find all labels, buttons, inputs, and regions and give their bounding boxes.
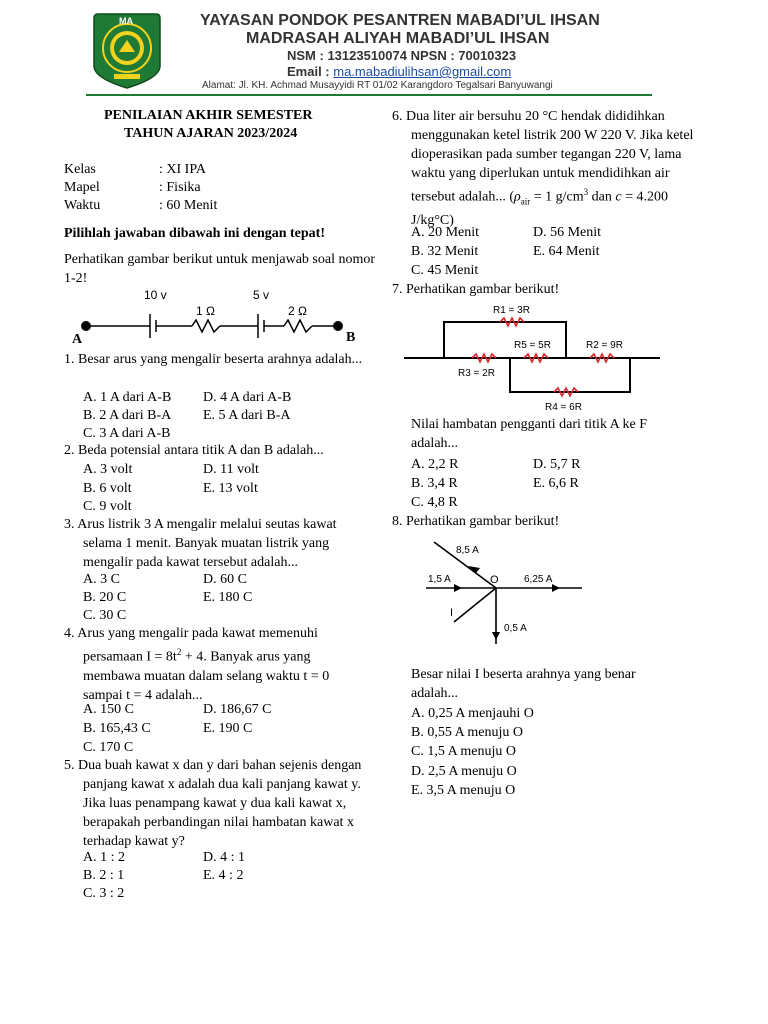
nsm-npsn: NSM : 13123510074 NPSN : 70010323 [287, 48, 517, 63]
circuit-figure-1 [70, 286, 370, 346]
q5-option-a[interactable]: A. 1 : 2 [83, 850, 125, 865]
fig1-point-a: A [72, 332, 83, 347]
q8-option-a[interactable]: A. 0,25 A menjauhi O [411, 706, 534, 721]
q6-option-b[interactable]: B. 32 Menit [411, 244, 479, 259]
fig1-e1-label: 10 v [144, 288, 167, 302]
fig7-r3-label: R3 = 2R [458, 368, 495, 379]
fig8-i3-label: 6,25 A [524, 574, 553, 585]
question-6-text-b: = 1 g/cm [530, 189, 584, 205]
question-2: 2. Beda potensial antara titik A dan B adalah... [64, 443, 324, 458]
info-mapel-value: : Fisika [159, 180, 201, 195]
info-waktu-label: Waktu [64, 198, 101, 213]
email-line [287, 64, 511, 79]
question-8-text: Besar nilai I beserta arahnya yang benar adalah... [411, 667, 636, 701]
fig7-r1-label: R1 = 3R [493, 305, 530, 316]
q2-option-d[interactable]: D. 11 volt [203, 462, 259, 477]
q7-option-d[interactable]: D. 5,7 R [533, 457, 581, 472]
q4-option-e[interactable]: E. 190 C [203, 721, 253, 736]
question-7-text: Nilai hambatan pengganti dari titik A ke F adalah... [411, 417, 648, 451]
address-line: Alamat: Jl. KH. Achmad Musayyidi RT 01/02 Karangdoro Tegalsari Banyuwangi [202, 80, 553, 91]
q8-option-e[interactable]: E. 3,5 A menuju O [411, 783, 516, 798]
school-logo [90, 10, 164, 90]
email-link[interactable]: ma.mabadiulihsan@gmail.com [333, 64, 512, 79]
question-3 [64, 515, 374, 572]
q1-option-d[interactable]: D. 4 A dari A-B [203, 390, 292, 405]
q6-option-c[interactable]: C. 45 Menit [411, 263, 479, 278]
question-5-text: 5. Dua buah kawat x dan y dari bahan sejenis dengan panjang kawat x adalah dua kali panjang kawat y. Jika luas penampang kawat y dua kali kawat x, berapakah perbandingan nilai hambatan kawat x terhadap kawat y? [64, 758, 362, 849]
q2-option-a[interactable]: A. 3 volt [83, 462, 133, 477]
q4-option-b[interactable]: B. 165,43 C [83, 721, 151, 736]
q4-option-d[interactable]: D. 186,67 C [203, 702, 272, 717]
q5-option-e[interactable]: E. 4 : 2 [203, 868, 244, 883]
q1-option-a[interactable]: A. 1 A dari A-B [83, 390, 172, 405]
exam-year: TAHUN AJARAN 2023/2024 [124, 126, 298, 141]
question-6-c-var: c [615, 189, 622, 205]
question-6 [392, 107, 704, 230]
q6-option-a[interactable]: A. 20 Menit [411, 225, 480, 240]
question-4-text-a: 4. Arus yang mengalir pada kawat memenuhi persamaan I = 8t [64, 626, 318, 665]
q3-option-c[interactable]: C. 30 C [83, 608, 127, 623]
intro-text: Perhatikan gambar berikut untuk menjawab soal nomor 1-2! [64, 252, 376, 286]
question-4 [64, 624, 364, 705]
resistor-network-figure [400, 300, 664, 415]
info-kelas-label: Kelas [64, 162, 96, 177]
question-6-text-a: 6. Dua liter air bersuhu 20 °C hendak dididihkan menggunakan ketel listrik 200 W 220 V. Jika ketel dioperasikan pada sumber tegangan 220 V, lama waktu yang diperlukan untuk mendidihkan air tersebut adalah... ( [392, 109, 694, 205]
fig7-r5-label: R5 = 5R [514, 340, 551, 351]
question-6-text-c: dan [588, 189, 616, 205]
fig8-i1-label: 8,5 A [456, 545, 479, 556]
q8-option-b[interactable]: B. 0,55 A menuju O [411, 725, 524, 740]
fig1-e2-label: 5 v [253, 288, 270, 302]
q5-option-c[interactable]: C. 3 : 2 [83, 886, 125, 901]
q3-option-e[interactable]: E. 180 C [203, 590, 253, 605]
q3-option-d[interactable]: D. 60 C [203, 572, 247, 587]
q2-option-e[interactable]: E. 13 volt [203, 481, 258, 496]
fig8-o-label: O [490, 574, 499, 586]
question-6-text-d: = 4.200 J/kg°C) [411, 189, 668, 229]
fig1-r1-label: 1 Ω [196, 304, 215, 318]
q5-option-d[interactable]: D. 4 : 1 [203, 850, 245, 865]
exam-title: PENILAIAN AKHIR SEMESTER [104, 108, 313, 123]
fig8-i4-label: 0,5 A [504, 623, 527, 634]
school-name: MADRASAH ALIYAH MABADI’UL IHSAN [246, 30, 550, 47]
fig8-i2-label: 1,5 A [428, 574, 451, 585]
question-5 [64, 756, 376, 851]
fig7-r2-label: R2 = 9R [586, 340, 623, 351]
q7-option-b[interactable]: B. 3,4 R [411, 476, 458, 491]
info-mapel-label: Mapel [64, 180, 100, 195]
current-junction-figure [420, 536, 590, 648]
q2-option-b[interactable]: B. 6 volt [83, 481, 132, 496]
q4-option-a[interactable]: A. 150 C [83, 702, 134, 717]
fig1-point-b: B [346, 330, 356, 345]
fig1-r2-label: 2 Ω [288, 304, 307, 318]
question-1 [64, 350, 364, 369]
q3-option-b[interactable]: B. 20 C [83, 590, 127, 605]
question-8: 8. Perhatikan gambar berikut! [392, 514, 560, 529]
header-rule [86, 94, 652, 96]
fig8-i-label: I [450, 607, 454, 619]
question-6-exponent: 3 [583, 187, 589, 197]
q4-option-c[interactable]: C. 170 C [83, 740, 134, 755]
question-4-text-b: + 4. Banyak arus yang membawa muatan dalam selang waktu t = 0 sampai t = 4 adalah... [83, 649, 330, 703]
question-7: 7. Perhatikan gambar berikut! [392, 282, 560, 297]
question-4-exponent: 2 [176, 647, 182, 657]
instruction: Pilihlah jawaban dibawah ini dengan tepat! [64, 226, 326, 241]
q7-option-c[interactable]: C. 4,8 R [411, 495, 458, 510]
question-6-rho-sub: air [520, 196, 531, 207]
q7-option-a[interactable]: A. 2,2 R [411, 457, 459, 472]
q3-option-a[interactable]: A. 3 C [83, 572, 120, 587]
q2-option-c[interactable]: C. 9 volt [83, 499, 132, 514]
q1-option-c[interactable]: C. 3 A dari A-B [83, 426, 171, 441]
fig7-r4-label: R4 = 6R [545, 402, 582, 413]
foundation-name: YAYASAN PONDOK PESANTREN MABADI’UL IHSAN [200, 12, 600, 29]
question-1-text: 1. Besar arus yang mengalir beserta arahnya adalah... [64, 352, 363, 367]
info-kelas-value: : XI IPA [159, 162, 206, 177]
q6-option-e[interactable]: E. 64 Menit [533, 244, 600, 259]
q6-option-d[interactable]: D. 56 Menit [533, 225, 602, 240]
q8-option-c[interactable]: C. 1,5 A menuju O [411, 744, 517, 759]
q7-option-e[interactable]: E. 6,6 R [533, 476, 579, 491]
info-waktu-value: : 60 Menit [159, 198, 218, 213]
q5-option-b[interactable]: B. 2 : 1 [83, 868, 125, 883]
q8-option-d[interactable]: D. 2,5 A menuju O [411, 764, 517, 779]
logo-ma-text: MA [119, 16, 133, 26]
question-6-rho: ρ [514, 189, 521, 205]
question-3-text: 3. Arus listrik 3 A mengalir melalui seutas kawat selama 1 menit. Banyak muatan listrik yang mengalir pada kawat tersebut adalah... [64, 517, 337, 570]
q1-option-b[interactable]: B. 2 A dari B-A [83, 408, 172, 423]
q1-option-e[interactable]: E. 5 A dari B-A [203, 408, 291, 423]
email-label: Email : [287, 64, 334, 79]
